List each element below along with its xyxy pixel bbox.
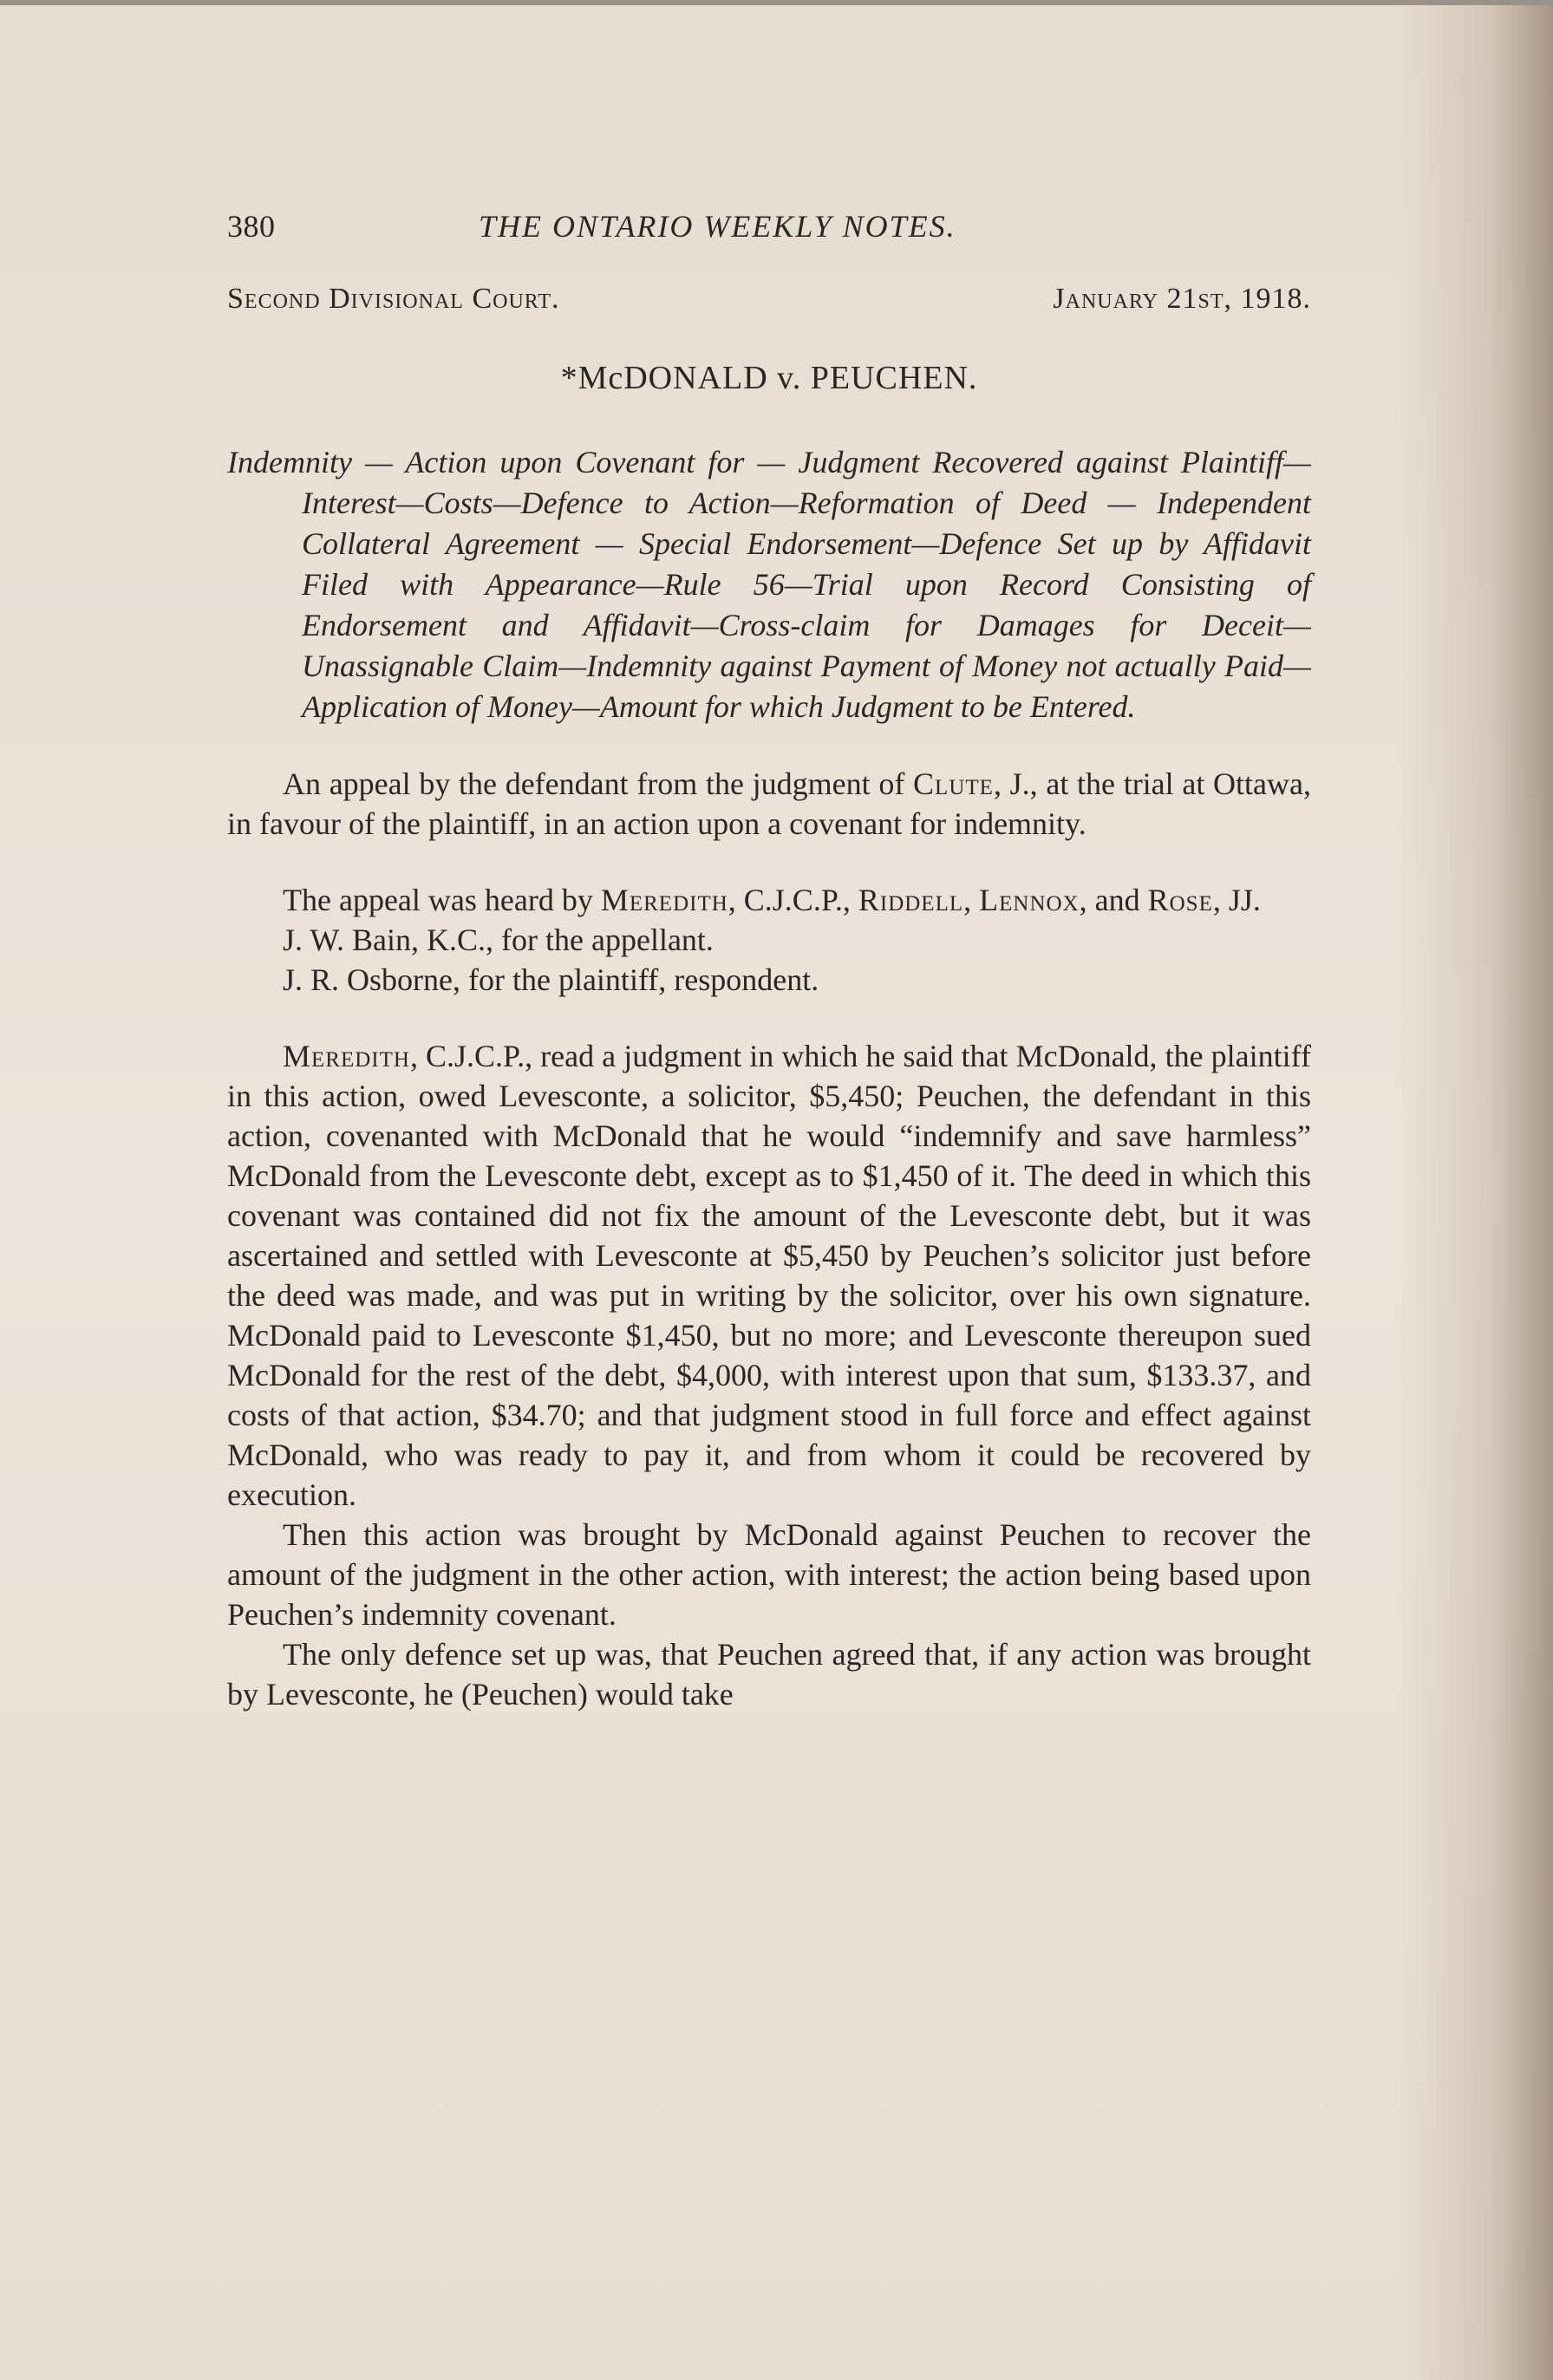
page-top-edge <box>0 0 1553 5</box>
court-name: Second Divisional Court. <box>227 283 560 315</box>
running-head <box>227 208 1311 260</box>
headnote: Indemnity — Action upon Covenant for — Judgment Recovered against Plaintiff—Interest—Costs—Defence to Action—Reformation of Deed — Independent Collateral Agreement — Special Endorsement—Defence Set up by Affidavit Filed with Appearance—Rule 56—Trial upon Record Consisting of Endorsement and Affidavit—Cross-claim for Damages for Deceit—Unassignable Claim—Indemnity against Payment of Money not actually Paid—Application of Money—Amount for which Judgment to be Entered. <box>227 445 1311 724</box>
counsel-appellant: J. W. Bain, K.C., for the appellant. <box>283 923 714 957</box>
defence-paragraph: The only defence set up was, that Peuchen agreed that, if any action was brought by Levesconte, he (Peuchen) would take <box>227 1637 1311 1712</box>
judge-name-lennox: Lennox <box>979 883 1080 917</box>
appeal-paragraph <box>227 764 1311 844</box>
judge-name-riddell: Riddell <box>858 883 964 917</box>
page-number: 380 <box>227 209 276 244</box>
trial-judge-name: Clute <box>913 766 994 801</box>
case-title: *McDONALD v. PEUCHEN. <box>560 360 978 396</box>
decision-date: January 21st, 1918. <box>1053 283 1311 315</box>
heard-text-mid-1: , C.J.C.P., <box>728 883 858 917</box>
judge-name-meredith: Meredith <box>600 883 728 917</box>
heard-paragraph <box>227 880 1311 920</box>
counsel-respondent: J. R. Osborne, for the plaintiff, respondent. <box>283 962 819 997</box>
court-line <box>227 283 1311 335</box>
action-paragraph: Then this action was brought by McDonald against Peuchen to recover the amount of the judgment in the other action, with interest; the action being based upon Peuchen’s indemnity covenant. <box>227 1517 1311 1632</box>
judgment-text: , C.J.C.P., read a judgment in which he said that McDonald, the plaintiff in this action, owed Levesconte, a solicitor, $5,450; Peuchen, the defendant in this action, covenanted with McDonald that he would “indemnify and save harmless” McDonald from the Levesconte debt, except as to $1,450 of it. The deed in which this covenant was contained did not fix the amount of the Levesconte debt, but it was ascertained and settled with Levesconte at $5,450 by Peuchen’s solicitor just before the deed was made, and was put in writing by the solicitor, over his own signature. McDonald paid to Levesconte $1,450, but no more; and Levesconte thereupon sued McDonald for the rest of the debt, $4,000, with interest upon that sum, $133.37, and costs of that action, $34.70; and that judgment stood in full force and effect against McDonald, who was ready to pay it, and from whom it could be recovered by execution. <box>227 1039 1311 1512</box>
judgment-paragraph <box>227 1036 1311 1515</box>
heard-text-after: , JJ. <box>1212 883 1261 917</box>
heard-text-before: The appeal was heard by <box>283 883 601 917</box>
journal-title: THE ONTARIO WEEKLY NOTES. <box>479 209 956 244</box>
judge-name-rose: Rose <box>1147 883 1213 917</box>
page-content <box>227 208 1311 1714</box>
heard-text-mid-3: , and <box>1079 883 1148 917</box>
appeal-text-before: An appeal by the defendant from the judgment of <box>283 766 914 801</box>
appeal-text-after: , J., at the trial at Ottawa, in favour of the plaintiff, in an action upon a covenant for indemnity. <box>227 766 1311 841</box>
heard-text-mid-2: , <box>963 883 980 917</box>
judgment-judge-name: Meredith <box>283 1039 410 1073</box>
